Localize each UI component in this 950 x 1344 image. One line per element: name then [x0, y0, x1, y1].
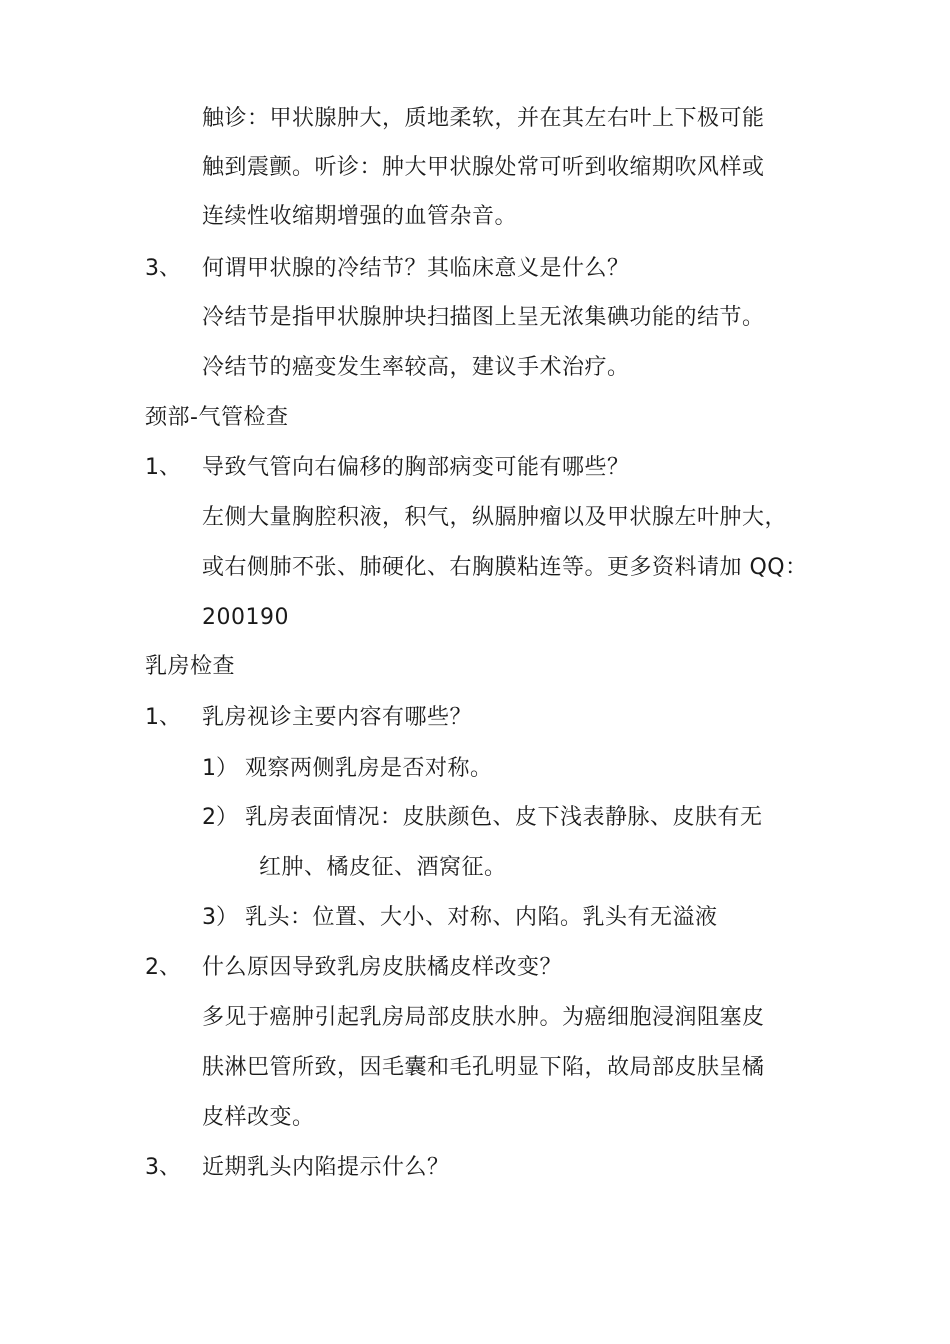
- breast-item-2-text-line-1: 乳房表面情况：皮肤颜色、皮下浅表静脉、皮肤有无: [245, 805, 763, 830]
- breast-q2-answer-line-1: 多见于癌肿引起乳房局部皮肤水肿。为癌细胞浸润阻塞皮: [202, 1005, 765, 1030]
- trachea-q1-answer-line-3: 200190: [202, 605, 289, 630]
- thyroid-q3-answer-line-1: 冷结节是指甲状腺肿块扫描图上呈无浓集碘功能的结节。: [202, 305, 765, 330]
- thyroid-q3-question: 何谓甲状腺的冷结节？其临床意义是什么？: [202, 256, 630, 281]
- thyroid-palpation-line-2: 触到震颤。听诊：肿大甲状腺处常可听到收缩期吹风样或: [202, 155, 765, 180]
- breast-q2-number: 2、: [145, 955, 181, 980]
- breast-q1-number: 1、: [145, 705, 181, 730]
- thyroid-palpation-line-3: 连续性收缩期增强的血管杂音。: [202, 204, 518, 229]
- trachea-section-heading: 颈部-气管检查: [145, 405, 289, 430]
- breast-q1-question: 乳房视诊主要内容有哪些？: [202, 705, 473, 730]
- breast-section-heading: 乳房检查: [145, 654, 236, 679]
- trachea-q1-number: 1、: [145, 455, 181, 480]
- trachea-q1-question: 导致气管向右偏移的胸部病变可能有哪些？: [202, 455, 630, 480]
- breast-q3-number: 3、: [145, 1155, 181, 1180]
- breast-q3-question: 近期乳头内陷提示什么？: [202, 1155, 450, 1180]
- trachea-q1-answer-line-2: 或右侧肺不张、肺硬化、右胸膜粘连等。更多资料请加 QQ：: [202, 555, 808, 580]
- breast-q2-question: 什么原因导致乳房皮肤橘皮样改变？: [202, 955, 563, 980]
- thyroid-q3-number: 3、: [145, 256, 181, 281]
- thyroid-q3-answer-line-2: 冷结节的癌变发生率较高，建议手术治疗。: [202, 355, 630, 380]
- breast-item-1-text: 观察两侧乳房是否对称。: [245, 756, 493, 781]
- breast-item-2-number: 2）: [202, 805, 238, 830]
- trachea-q1-answer-line-1: 左侧大量胸腔积液，积气，纵膈肿瘤以及甲状腺左叶肿大，: [202, 505, 788, 530]
- breast-item-3-number: 3）: [202, 905, 238, 930]
- breast-item-2-text-line-2: 红肿、橘皮征、酒窝征。: [259, 855, 507, 880]
- breast-item-3-text: 乳头：位置、大小、对称、内陷。乳头有无溢液: [245, 905, 718, 930]
- thyroid-palpation-line-1: 触诊：甲状腺肿大，质地柔软，并在其左右叶上下极可能: [202, 106, 765, 131]
- breast-q2-answer-line-3: 皮样改变。: [202, 1105, 315, 1130]
- breast-item-1-number: 1）: [202, 756, 238, 781]
- breast-q2-answer-line-2: 肤淋巴管所致，因毛囊和毛孔明显下陷，故局部皮肤呈橘: [202, 1055, 765, 1080]
